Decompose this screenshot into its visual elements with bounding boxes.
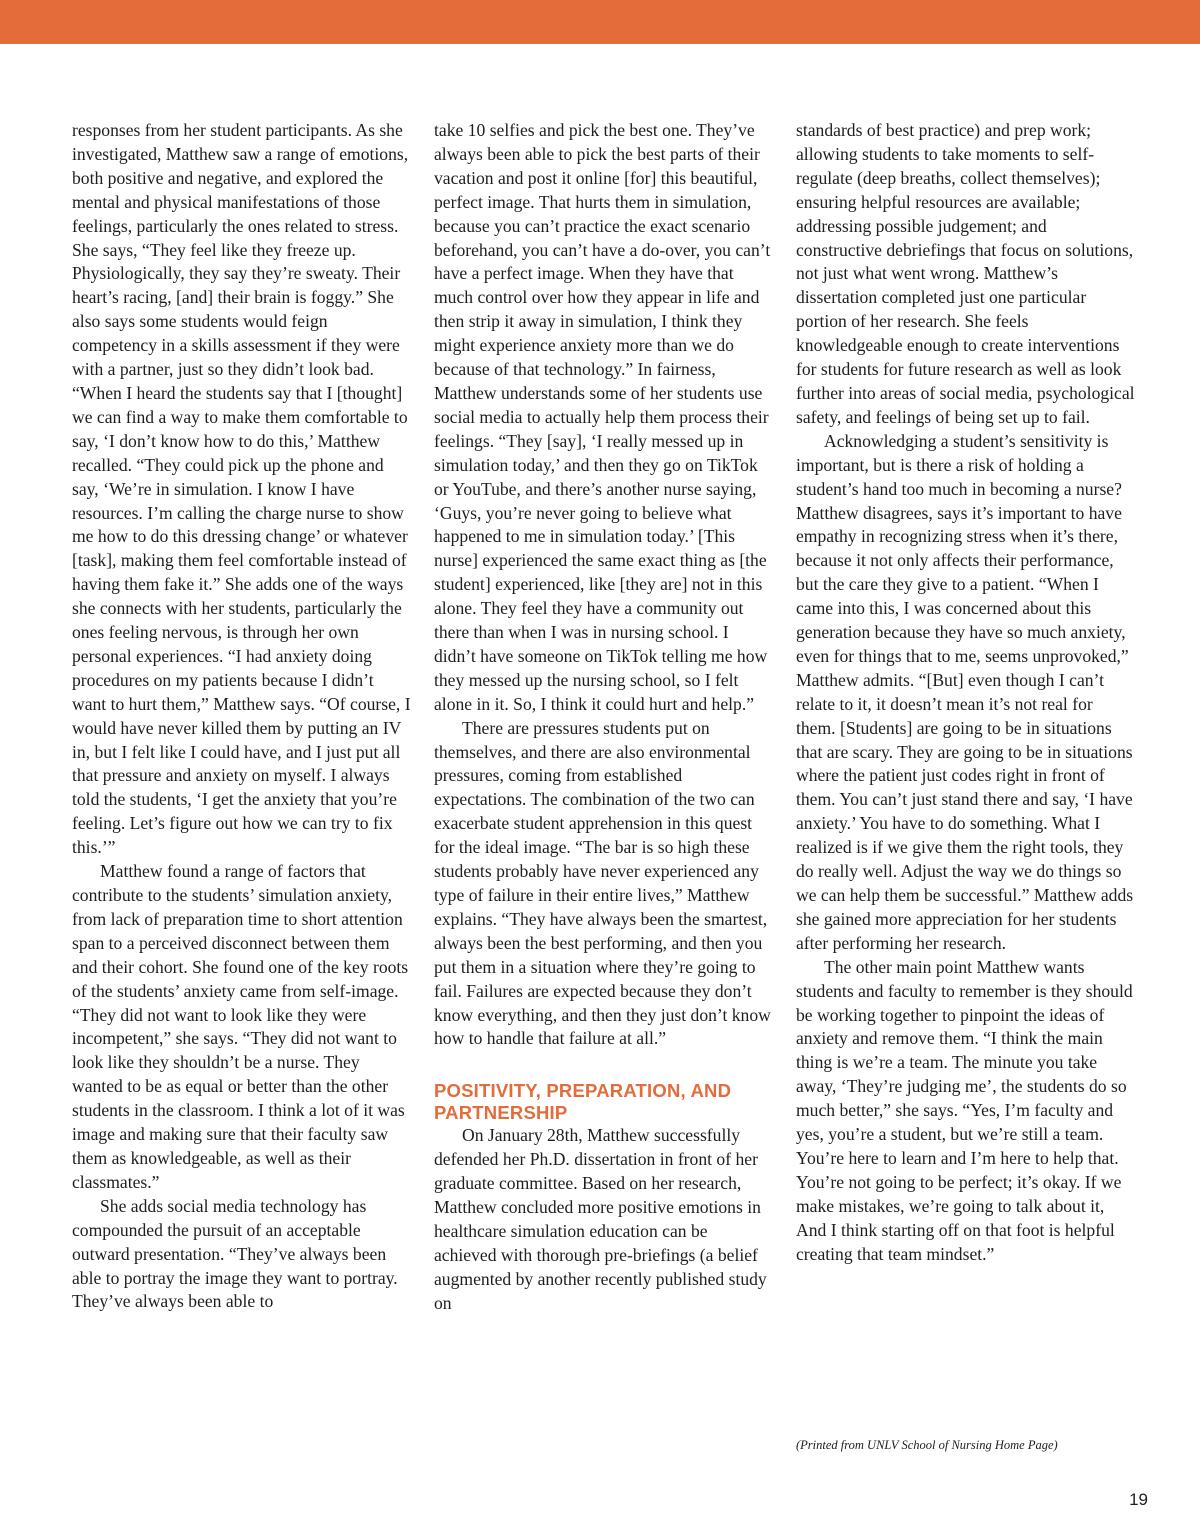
article-column-1 (72, 119, 412, 1314)
paragraph: take 10 selfies and pick the best one. They’ve always been able to pick the best parts of their vacation and post it online [for] this beautiful, perfect image. That hurts them in simulation, because you can’t practice the exact scenario beforehand, you can’t have a do-over, you can’t have a perfect image. When they have that much control over how they appear in life and then strip it away in simulation, I think they might experience anxiety more than we do because of that technology.” In fairness, Matthew understands some of her students use social media to actually help them process their feelings. “They [say], ‘I really messed up in simulation today,’ and then they go on TikTok or YouTube, and there’s another nurse saying, ‘Guys, you’re never going to believe what happened to me in simulation today.’ [This nurse] experienced the same exact thing as [the student] experienced, like [they are] not in this alone. They feel they have a community out there than when I was in nursing school. I didn’t have someone on TikTok telling me how they messed up the nursing school, so I felt alone in it. So, I think it could hurt and help.” (434, 120, 771, 714)
paragraph: The other main point Matthew wants students and faculty to remember is they should be working together to pinpoint the ideas of anxiety and remove them. “I think the main thing is we’re a team. The minute you take away, ‘They’re judging me’, the students do so much better,” she says. “Yes, I’m faculty and yes, you’re a student, but we’re still a team. You’re here to learn and I’m here to help that. You’re not going to be perfect; it’s okay. If we make mistakes, we’re going to talk about it, And I think starting off on that foot is helpful creating that team mindset.” (796, 956, 1133, 1264)
paragraph: On January 28th, Matthew successfully defended her Ph.D. dissertation in front of her graduate committee. Based on her research, Matthew concluded more positive emotions in healthcare simulation education can be achieved with thorough pre-briefings (a belief augmented by another recently published study on (434, 1125, 767, 1313)
article-column-3 (796, 119, 1136, 1267)
paragraph: Acknowledging a student’s sensitivity is important, but is there a risk of holding a student’s hand too much in becoming a nurse? Matthew disagrees, says it’s important to have empathy in recognizing stress when it’s there, because it not only affects their performance, but the care they give to a patient. “When I came into this, I was concerned about this generation because they have so much anxiety, even for things that to me, seems unprovoked,” Matthew admits. “[But] even though I can’t relate to it, it doesn’t mean it’s not real for them. [Students] are going to be in situations that are scary. They are going to be in situations where the patient just codes right in front of them. You can’t just stand there and say, ‘I have anxiety.’ You have to do something. What I realized is if we give them the right tools, they do really well. Adjust the way we do things so we can help them be successful.” Matthew adds she gained more appreciation for her students after performing her research. (796, 430, 1134, 953)
top-accent-bar (0, 0, 1200, 44)
paragraph: responses from her student participants. As she investigated, Matthew saw a range of emotions, both positive and negative, and explored the mental and physical manifestations of those feelings, particularly the ones related to stress. She says, “They feel like they freeze up. Physiologically, they say they’re sweaty. Their heart’s racing, [and] their brain is foggy.” She also says some students would feign competency in a skills assessment if they were with a partner, just so they didn’t look bad. “When I heard the students say that I [thought] we can find a way to make them comfortable to say, ‘I don’t know how to do this,’ Matthew recalled. “They could pick up the phone and say, ‘We’re in simulation. I know I have resources. I’m calling the charge nurse to show me how to do this dressing change’ or whatever [task], making them feel comfortable instead of having them fake it.” She adds one of the ways she connects with her students, particularly the ones feeling nervous, is through her own personal experiences. “I had anxiety doing procedures on my patients because I didn’t want to hurt them,” Matthew says. “Of course, I would have never killed them by putting an IV in, but I felt like I could have, and I just put all that pressure and anxiety on myself. I always told the students, ‘I get the anxiety that you’re feeling. Let’s figure out how we can try to fix this.’” (72, 120, 411, 858)
source-credit: (Printed from UNLV School of Nursing Home Page) (796, 1438, 1058, 1452)
paragraph: Matthew found a range of factors that contribute to the students’ simulation anxiety, from lack of preparation time to short attention span to a perceived disconnect between them and their cohort. She found one of the key roots of the students’ anxiety came from self-image. “They did not want to look like they were incompetent,” she says. “They did not want to look like they shouldn’t be a nurse. They wanted to be as equal or better than the other students in the classroom. I think a lot of it was image and making sure that their faculty saw them as knowledgeable, as well as their classmates.” (72, 861, 409, 1192)
article-column-2 (434, 119, 774, 1316)
section-heading-line-2: PARTNERSHIP (434, 1102, 568, 1124)
section-heading-line-1: POSITIVITY, PREPARATION, AND (434, 1080, 732, 1102)
paragraph: She adds social media technology has compounded the pursuit of an acceptable outward presentation. “They’ve always been able to portray the image they want to portray. They’ve always been able to (72, 1195, 398, 1312)
section-heading (434, 1080, 774, 1124)
paragraph: There are pressures students put on themselves, and there are also environmental pressures, coming from established expectations. The combination of the two can exacerbate student apprehension in this quest for the ideal image. “The bar is so high these students probably have never experienced any type of failure in their entire lives,” Matthew explains. “They have always been the smartest, always been the best performing, and then you put them in a situation where they’re going to fail. Failures are expected because they don’t know everything, and then they just don’t know how to handle that failure at all.” (434, 717, 771, 1049)
paragraph: standards of best practice) and prep work; allowing students to take moments to self-regulate (deep breaths, collect themselves); ensuring helpful resources are available; addressing possible judgement; and constructive debriefings that focus on solutions, not just what went wrong. Matthew’s dissertation completed just one particular portion of her research. She feels knowledgeable enough to create interventions for students for future research as well as look further into areas of social media, psychological safety, and feelings of being set up to fail. (796, 120, 1135, 427)
page-number: 19 (1129, 1490, 1148, 1509)
